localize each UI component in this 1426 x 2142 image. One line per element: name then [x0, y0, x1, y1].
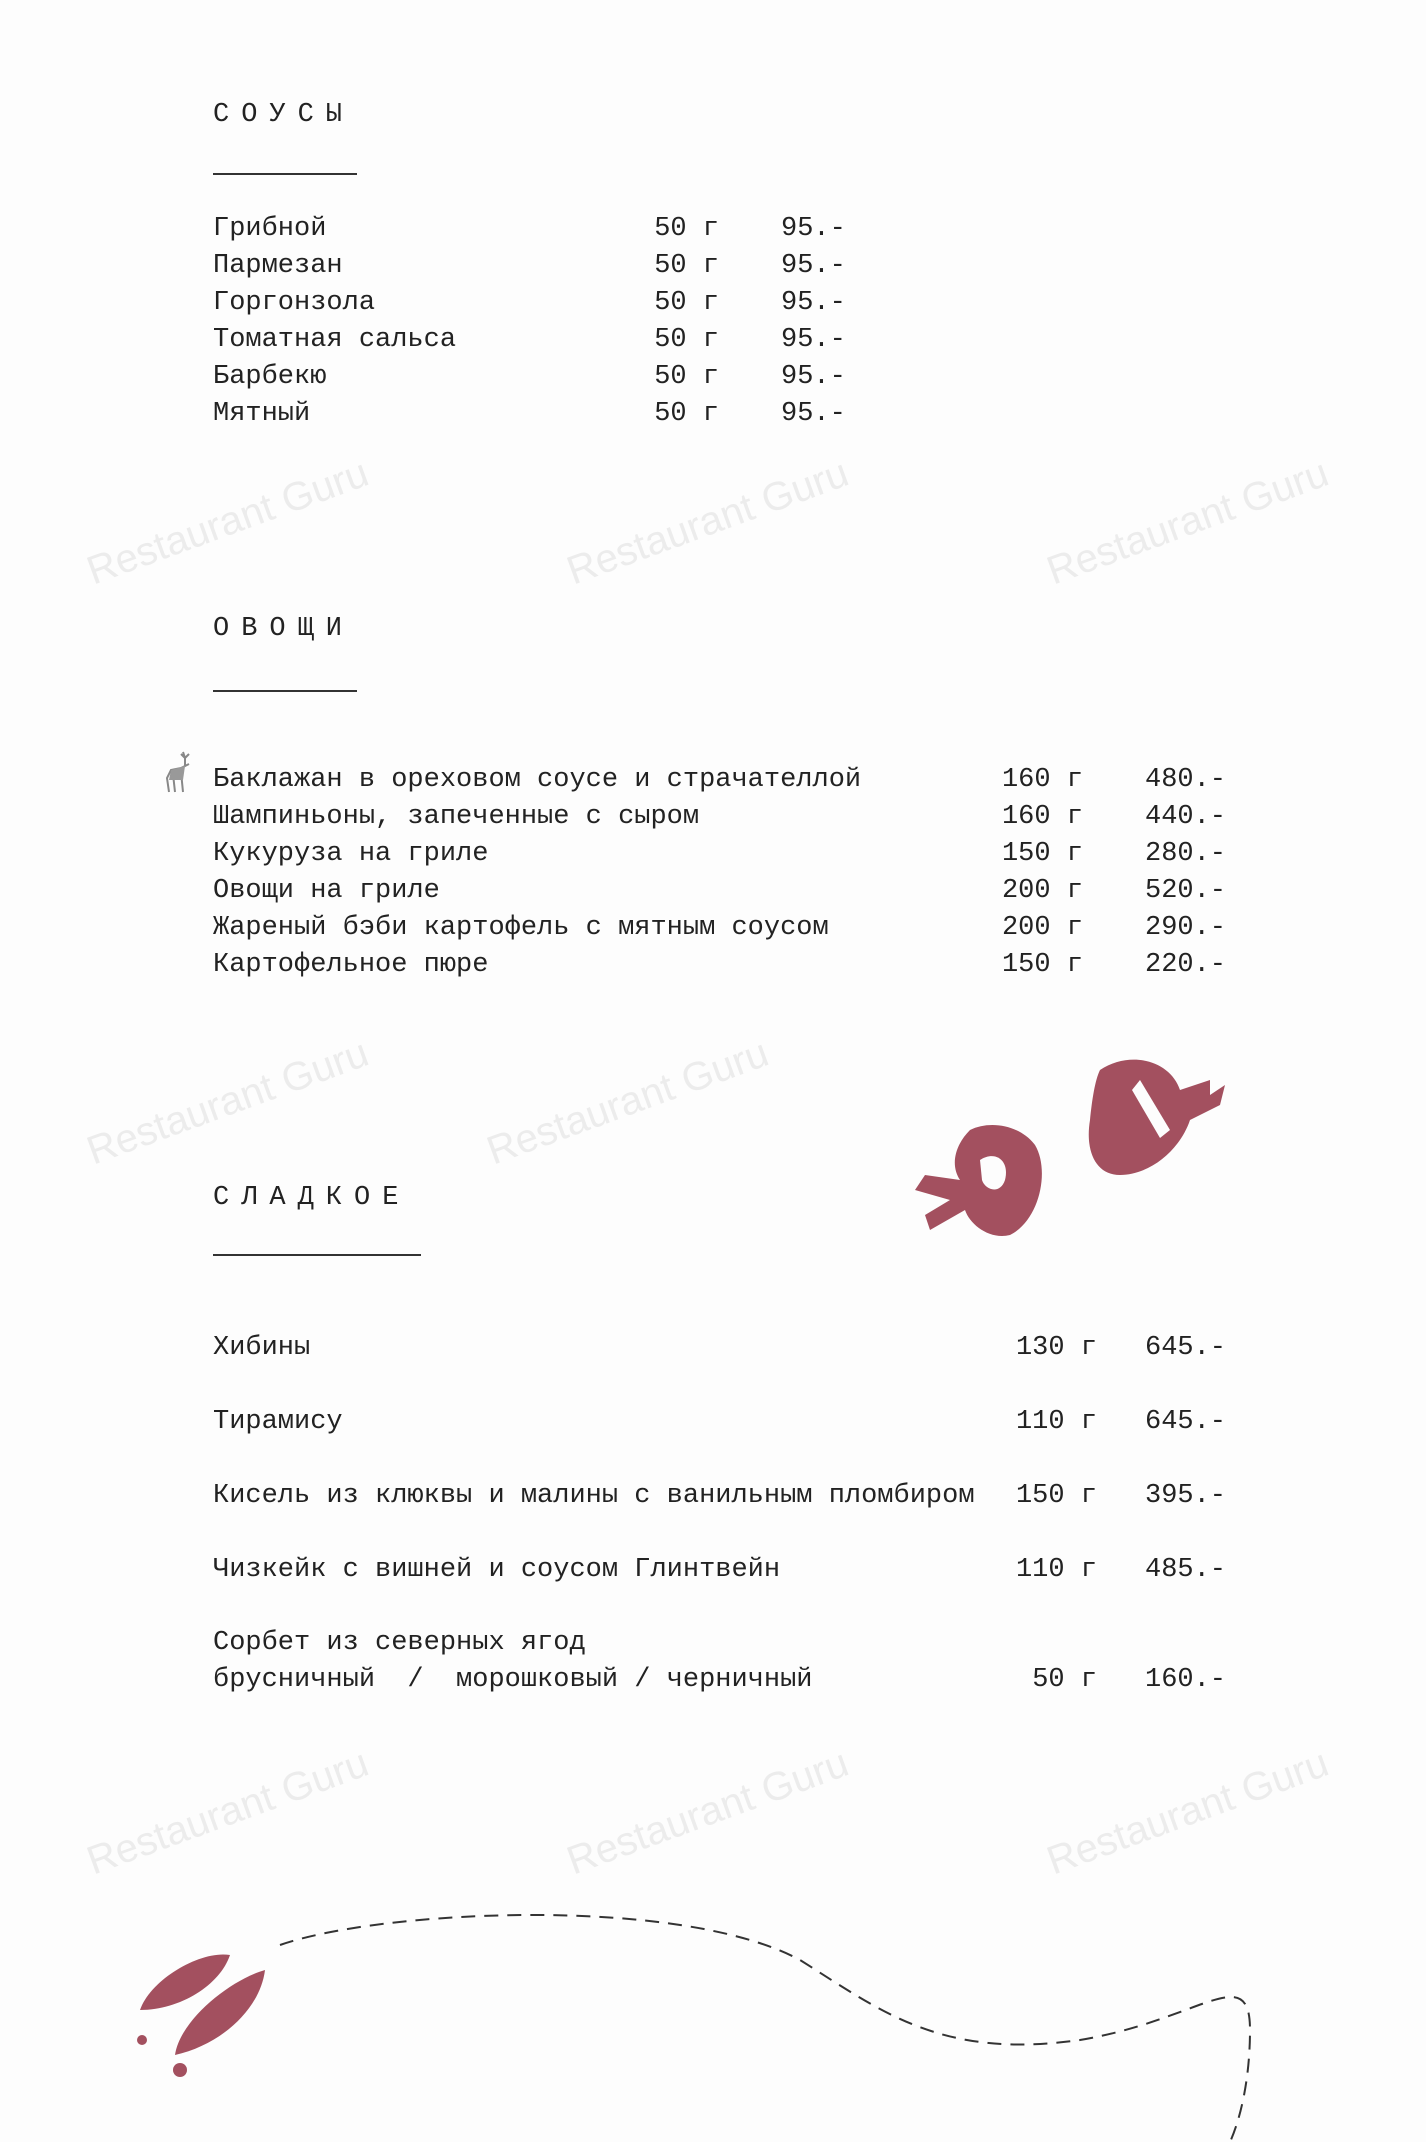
item-name: Хибины	[213, 1333, 311, 1363]
dashed-path-illustration	[120, 1900, 1280, 2142]
item-price: 95.-	[781, 399, 846, 429]
item-weight: 160 г	[1001, 765, 1083, 795]
item-price: 95.-	[781, 214, 846, 244]
divider	[213, 173, 357, 175]
section-title: СЛАДКОЕ	[213, 1183, 411, 1213]
item-price: 95.-	[781, 362, 846, 392]
item-price: 95.-	[781, 325, 846, 355]
section-title: ОВОЩИ	[213, 614, 355, 644]
item-name: Кукуруза на гриле	[213, 839, 489, 869]
watermark: Restaurant Guru	[561, 450, 855, 594]
item-name: Тирамису	[213, 1407, 343, 1437]
item-price: 95.-	[781, 288, 846, 318]
item-name: Кисель из клюквы и малины с ванильным пломбиром	[213, 1481, 975, 1511]
item-price: 645.-	[1145, 1407, 1227, 1437]
divider	[213, 1254, 421, 1256]
item-price: 520.-	[1145, 876, 1227, 906]
item-weight: 150 г	[1001, 839, 1083, 869]
berries-illustration	[910, 1050, 1260, 1250]
item-name: Баклажан в ореховом соусе и страчателлой	[213, 765, 862, 795]
watermark: Restaurant Guru	[1041, 1740, 1335, 1884]
item-weight: 50 г	[654, 399, 719, 429]
divider	[213, 690, 357, 692]
item-description: брусничный / морошковый / черничный	[213, 1665, 813, 1695]
watermark: Restaurant Guru	[561, 1740, 855, 1884]
item-price: 395.-	[1145, 1481, 1227, 1511]
item-weight: 130 г	[1015, 1333, 1097, 1363]
item-weight: 110 г	[1015, 1407, 1097, 1437]
item-weight: 150 г	[1001, 950, 1083, 980]
item-name: Грибной	[213, 214, 327, 244]
watermark: Restaurant Guru	[1041, 450, 1335, 594]
section-title: СОУСЫ	[213, 100, 355, 130]
item-price: 280.-	[1145, 839, 1227, 869]
item-weight: 50 г	[654, 214, 719, 244]
item-price: 485.-	[1145, 1555, 1227, 1585]
item-price: 440.-	[1145, 802, 1227, 832]
watermark: Restaurant Guru	[81, 450, 375, 594]
item-price: 645.-	[1145, 1333, 1227, 1363]
watermark: Restaurant Guru	[81, 1740, 375, 1884]
item-weight: 50 г	[654, 251, 719, 281]
item-weight: 200 г	[1001, 876, 1083, 906]
item-weight: 50 г	[654, 325, 719, 355]
watermark: Restaurant Guru	[481, 1030, 775, 1174]
item-price: 480.-	[1145, 765, 1227, 795]
item-name: Барбекю	[213, 362, 327, 392]
item-name: Пармезан	[213, 251, 343, 281]
item-name: Овощи на гриле	[213, 876, 440, 906]
deer-icon	[163, 750, 195, 794]
item-weight: 110 г	[1015, 1555, 1097, 1585]
item-price: 220.-	[1145, 950, 1227, 980]
item-weight: 50 г	[654, 362, 719, 392]
item-name: Картофельное пюре	[213, 950, 489, 980]
item-weight: 50 г	[1032, 1665, 1097, 1695]
item-name: Горгонзола	[213, 288, 376, 318]
item-name: Жареный бэби картофель с мятным соусом	[213, 913, 829, 943]
item-price: 95.-	[781, 251, 846, 281]
watermark: Restaurant Guru	[81, 1030, 375, 1174]
item-weight: 150 г	[1015, 1481, 1097, 1511]
item-name: Мятный	[213, 399, 311, 429]
item-weight: 200 г	[1001, 913, 1083, 943]
item-weight: 50 г	[654, 288, 719, 318]
item-name: Шампиньоны, запеченные с сыром	[213, 802, 700, 832]
item-price: 290.-	[1145, 913, 1227, 943]
item-name: Чизкейк с вишней и соусом Глинтвейн	[213, 1555, 781, 1585]
item-weight: 160 г	[1001, 802, 1083, 832]
item-name: Томатная сальса	[213, 325, 457, 355]
item-name: Сорбет из северных ягод	[213, 1628, 586, 1658]
item-price: 160.-	[1145, 1665, 1227, 1695]
